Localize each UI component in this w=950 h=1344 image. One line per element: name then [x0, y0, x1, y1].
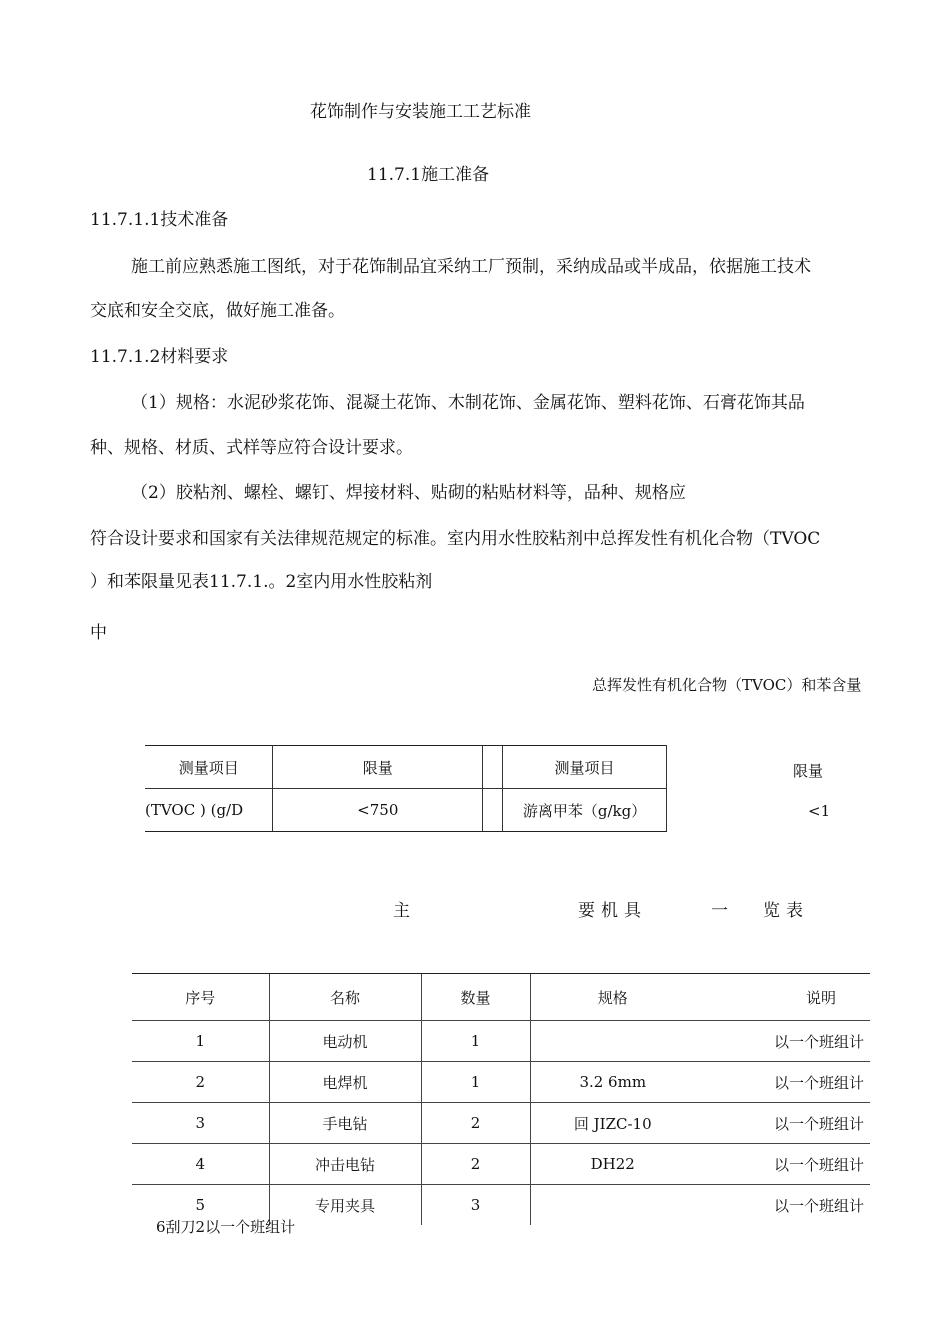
table-cell: DH22 — [530, 1144, 695, 1185]
trailing-row-text: 6刮刀2以一个班组计 — [156, 1218, 296, 1236]
tvoc-table — [145, 745, 667, 832]
paragraph-line: 符合设计要求和国家有关法律规范规定的标准。室内用水性胶粘剂中总挥发性有机化合物（TVOC — [90, 529, 821, 549]
table-cell: 3 — [421, 1185, 530, 1226]
paragraph-line: 施工前应熟悉施工图纸，对于花饰制品宜采纳工厂预制，采纳成品或半成品，依据施工技术 — [131, 257, 811, 277]
table-cell: 电焊机 — [269, 1062, 421, 1103]
paragraph-line: ）和苯限量见表11.7.1.。2室内用水性胶粘剂 — [90, 572, 433, 592]
table-header-cell: 说明 — [695, 974, 870, 1021]
table-cell: 专用夹具 — [269, 1185, 421, 1226]
paragraph-line: 种、规格、材质、式样等应符合设计要求。 — [90, 438, 413, 458]
table-cell: 1 — [421, 1062, 530, 1103]
table-row — [132, 1021, 870, 1062]
table-header-cell: 序号 — [132, 974, 269, 1021]
table-header-cell: 限量 — [793, 762, 824, 780]
table-cell: 以一个班组计 — [695, 1103, 870, 1144]
table-header-cell: 测量项目 — [145, 746, 273, 789]
table-spacer-cell — [483, 789, 503, 832]
tools-caption-part: 一 — [711, 901, 728, 921]
table-spacer-cell — [483, 746, 503, 789]
subsection-technical: 11.7.1.1技术准备 — [90, 210, 229, 230]
section-heading: 11.7.1施工准备 — [367, 165, 490, 185]
table-cell: 以一个班组计 — [695, 1144, 870, 1185]
table-header-row — [145, 746, 667, 789]
table-cell — [530, 1021, 695, 1062]
table-cell: (TVOC ) (g/D — [145, 789, 273, 832]
table-cell — [530, 1185, 695, 1226]
table-header-cell: 名称 — [269, 974, 421, 1021]
table-cell: <1 — [808, 802, 831, 820]
table-cell: 2 — [421, 1103, 530, 1144]
table-header-cell: 限量 — [273, 746, 483, 789]
table-cell: 以一个班组计 — [695, 1062, 870, 1103]
table-header-cell: 规格 — [530, 974, 695, 1021]
table-header-row — [132, 974, 870, 1021]
table-cell: 3 — [132, 1103, 269, 1144]
table-cell: 5 — [195, 1196, 206, 1214]
paragraph-line: 交底和安全交底，做好施工准备。 — [90, 301, 345, 321]
table-cell: 游离甲苯（g/kg） — [503, 789, 667, 832]
table-cell: 冲击电钻 — [269, 1144, 421, 1185]
tools-table — [132, 973, 870, 1225]
tools-caption-part: 要机具 — [578, 901, 647, 921]
paragraph-line: 中 — [90, 623, 107, 643]
table-cell: 手电钻 — [269, 1103, 421, 1144]
page-title: 花饰制作与安装施工工艺标准 — [310, 102, 531, 122]
table-cell: 1 — [132, 1021, 269, 1062]
table-row — [132, 1103, 870, 1144]
table-cell: 电动机 — [269, 1021, 421, 1062]
table-cell: 2 — [421, 1144, 530, 1185]
table-cell: 回 JIZC-10 — [530, 1103, 695, 1144]
table-cell: 以一个班组计 — [773, 1196, 864, 1215]
table-row — [145, 789, 667, 832]
paragraph-line: （1）规格：水泥砂浆花饰、混凝土花饰、木制花饰、金属花饰、塑料花饰、石膏花饰其品 — [131, 393, 805, 413]
table-cell: 以一个班组计 — [695, 1021, 870, 1062]
table-header-cell: 测量项目 — [503, 746, 667, 789]
subsection-materials: 11.7.1.2材料要求 — [90, 347, 229, 367]
table-cell: 1 — [421, 1021, 530, 1062]
table-cell: 3.2 6mm — [530, 1062, 695, 1103]
tvoc-table-caption: 总挥发性有机化合物（TVOC）和苯含量 — [592, 676, 862, 694]
tools-caption-part: 主 — [393, 901, 410, 921]
table-cell: 2 — [132, 1062, 269, 1103]
table-cell: 4 — [132, 1144, 269, 1185]
tools-caption-part: 览表 — [763, 901, 809, 921]
table-header-cell: 数量 — [421, 974, 530, 1021]
paragraph-line: （2）胶粘剂、螺栓、螺钉、焊接材料、贴砌的粘贴材料等，品种、规格应 — [131, 483, 686, 503]
table-row — [132, 1062, 870, 1103]
table-cell: <750 — [273, 789, 483, 832]
table-row — [132, 1144, 870, 1185]
